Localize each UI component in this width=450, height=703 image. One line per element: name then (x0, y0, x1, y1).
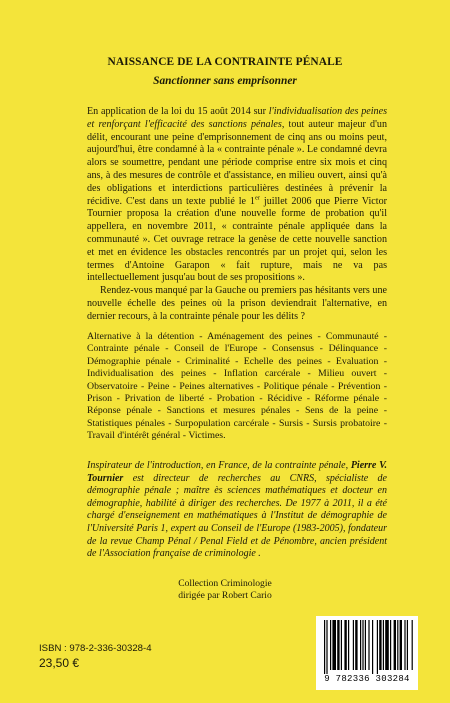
barcode-bar (330, 620, 331, 670)
barcode-bar (362, 620, 363, 670)
barcode-bar (383, 620, 384, 670)
collection-info (0, 578, 450, 601)
summary-text (87, 106, 387, 324)
barcode-bars (320, 620, 414, 674)
keywords-list: Alternative à la détention - Aménagement des peines - Communauté - Contrainte pénale - Conseil de l'Europe - Consensus - Délinquance - Démographie pénale - Criminalité - Echelle des peines - Evaluation - Individualisation des peines - Inflation carcérale - Milieu ouvert - Observatoire - Peine - Peines alternatives - Politique pénale - Prévention - Prison - Privation de liberté - Probation - Récidive - Réforme pénale - Réponse pénale - Sanctions et mesures pénales - Sens de la peine - Statistiques pénales - Surpopulation carcérale - Sursis - Sursis probatoire - Travail d'intérêt général - Victimes. (87, 331, 387, 442)
barcode (316, 616, 418, 690)
barcode-bar (368, 620, 369, 670)
isbn: ISBN : 978-2-336-30328-4 (39, 643, 152, 654)
barcode-bar (394, 620, 396, 670)
barcode-bar (365, 620, 366, 670)
barcode-bar (353, 620, 354, 670)
barcode-bar (390, 620, 391, 670)
barcode-bar (324, 620, 325, 674)
barcode-bar (412, 620, 413, 670)
barcode-bar (348, 620, 349, 670)
author-bio: Inspirateur de l'introduction, en France, de la contrainte pénale, Pierre V. Tournier est directeur de recherches au CNRS, spécialiste de démographie pénale ; maître ès sciences mathématiques et docteur en démographie, habilité à diriger des recherches. De 1977 à 2011, il a été chargé d'enseignement en mathématiques à l'Institut de démographie de l'Université Paris 1, expert au Conseil de l'Europe (1983-2005), fondateur de la revue Champ Pénal / Penal Field et de Pénombre, ancien président de l'Association française de criminologie . (87, 460, 387, 560)
barcode-digits: 9 782336 303284 (324, 674, 410, 684)
price: 23,50 € (39, 656, 80, 670)
barcode-bar (360, 620, 361, 670)
barcode-bar (344, 620, 346, 670)
barcode-bar (355, 620, 357, 670)
book-subtitle: Sanctionner sans emprisonner (153, 75, 297, 87)
collection-name: Collection Criminologie (178, 578, 272, 589)
barcode-bar (400, 620, 402, 670)
barcode-bar (377, 620, 378, 674)
barcode-bar (326, 620, 327, 674)
barcode-bar (379, 620, 381, 670)
barcode-bar (397, 620, 398, 670)
collection-director: dirigée par Robert Cario (178, 589, 272, 601)
barcode-bar (341, 620, 342, 670)
barcode-bar (407, 620, 408, 670)
summary-paragraph-1: En application de la loi du 15 août 2014 sur l'individualisation des peines et renforçant l'efficacité des sanctions pénales, tout auteur majeur d'un délit, encourant une peine d'emprisonnement de cinq ans ou moins peut, aujourd'hui, être condamné à la « contrainte pénale ». Le condamné devra alors se soumettre, pendant une période comprise entre six mois et cinq ans, à des mesures de contrôle et d'assistance, en milieu ouvert, ainsi qu'à des obligations et interdictions particulières destinées à prévenir la récidive. C'est dans un texte publié le 1er juillet 2006 que Pierre Victor Tournier proposa la création d'une nouvelle forme de probation qu'il appellera, en novembre 2011, « contrainte pénale appliquée dans la communauté ». Cet ouvrage retrace la genèse de cette nouvelle sanction et met en évidence les obstacles rencontrés par un projet qui, selon les termes d'Antoine Garapon « fait rupture, mais ne va pas intellectuellement jusqu'au bout de ses propositions ». (87, 106, 387, 284)
barcode-bar (385, 620, 389, 670)
barcode-bar (332, 620, 336, 670)
book-title: NAISSANCE DE LA CONTRAINTE PÉNALE (107, 56, 343, 68)
barcode-bar (372, 620, 373, 674)
author-name: Pierre V. Tournier (87, 460, 387, 484)
summary-paragraph-2: Rendez-vous manqué par la Gauche ou premiers pas hésitants vers une nouvelle échelle des peines où la prison deviendrait l'alternative, en dernier recours, à la contrainte pénale pour les délits ? (87, 285, 387, 322)
law-title: l'individualisation des peines et renforçant l'efficacité des sanctions pénales (87, 106, 387, 130)
barcode-bar (404, 620, 405, 670)
barcode-bar (337, 620, 339, 670)
